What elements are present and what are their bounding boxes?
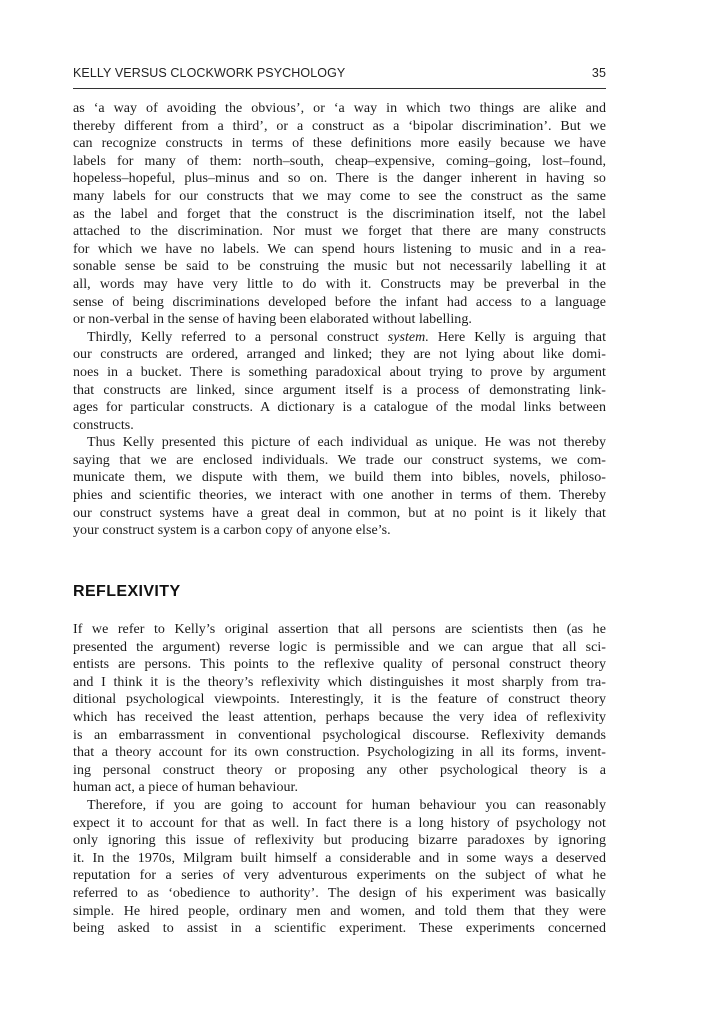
text-line: only ignoring this issue of reflexivity but producing bizarre paradoxes by ignoring: [73, 833, 606, 849]
text-line: Thus Kelly presented this picture of each individual as unique. He was not thereby: [87, 435, 606, 451]
text-line: attached to the discrimination. Nor must we forget that there are many constructs: [73, 224, 606, 240]
text-line: or non-verbal in the sense of having been elaborated without labelling.: [73, 312, 472, 328]
text-line: ing personal construct theory or proposing any other psychological theory is a: [73, 762, 606, 778]
running-head: [73, 66, 606, 80]
text-line: which has received the least attention, perhaps because the very idea of reflexivity: [73, 709, 606, 725]
text-line: [73, 329, 606, 347]
text-line: phies and scientific theories, we interact with one another in terms of them. Thereby: [73, 488, 606, 504]
text-line: as ‘a way of avoiding the obvious’, or ‘a way in which two things are alike and: [73, 101, 606, 116]
text-line: being asked to assist in a scientific experiment. These experiments concerned: [73, 921, 606, 937]
text-line: entists are persons. This points to the reflexive quality of personal construct theory: [73, 657, 606, 673]
text-line: Therefore, if you are going to account for human behaviour you can reasonably: [87, 797, 606, 813]
text-line: can recognize constructs in terms of these definitions more easily because we have: [73, 136, 606, 152]
text-line: If we refer to Kelly’s original assertion that all persons are scientists then (as he: [73, 622, 606, 637]
text-line: all, words may have very little to do with it. Constructs may be preverbal in the: [73, 276, 606, 292]
text-line: saying that we are enclosed individuals. We trade our construct systems, we com-: [73, 452, 606, 468]
emphasis-system: system.: [387, 329, 429, 345]
page-number: 35: [591, 66, 606, 80]
text-line: ditional psychological viewpoints. Interestingly, it is the feature of construct theory: [73, 692, 606, 708]
running-title: KELLY VERSUS CLOCKWORK PSYCHOLOGY: [73, 66, 346, 80]
text-line: it. In the 1970s, Milgram built himself a considerable and in some ways a deserved: [73, 850, 606, 866]
text-line: and I think it is the theory’s reflexivity which distinguishes it most sharply from tra-: [73, 674, 606, 690]
text-line: thereby different from a third’, or a construct as a ‘bipolar discrimination’. But we: [73, 118, 606, 134]
text-line: is an embarrassment in conventional psychological discourse. Reflexivity demands: [73, 727, 606, 743]
text-run: Thirdly, Kelly referred to a personal construct: [87, 329, 388, 345]
text-line: labels for many of them: north–south, cheap–expensive, coming–going, lost–found,: [73, 153, 606, 169]
header-rule: [73, 88, 606, 89]
text-line: your construct system is a carbon copy of anyone else’s.: [73, 523, 391, 539]
text-line: presented the argument) reverse logic is permissible and we can argue that all sci-: [73, 639, 606, 655]
text-run: Here Kelly is arguing that: [428, 329, 606, 345]
body-text-top: [73, 100, 606, 540]
text-line: human act, a piece of human behaviour.: [73, 780, 299, 796]
section-heading: REFLEXIVITY: [73, 583, 181, 600]
text-line: our constructs are ordered, arranged and linked; they are not lying about like domi-: [73, 347, 606, 363]
text-line: simple. He hired people, ordinary men and women, and told them that they were: [73, 903, 606, 919]
text-line: noes in a bucket. There is something paradoxical about trying to prove by argument: [73, 364, 606, 380]
text-line: as the label and forget that the construct is the discrimination itself, not the label: [73, 206, 606, 222]
text-line: expect it to account for that as well. In fact there is a long history of psychology not: [73, 815, 606, 831]
text-line: referred to as ‘obedience to authority’. The design of his experiment was basically: [73, 885, 606, 901]
text-line: municate them, we dispute with them, we build them into bibles, novels, philoso-: [73, 470, 606, 486]
text-line: constructs.: [73, 417, 134, 433]
text-line: ages for particular constructs. A dictionary is a catalogue of the modal links between: [73, 400, 606, 416]
text-line: that a theory account for its own construction. Psychologizing in all its forms, invent-: [73, 745, 606, 761]
text-line: sense of being discriminations developed before the infant had access to a language: [73, 294, 606, 310]
body-text-reflexivity: [73, 621, 606, 938]
text-line: that constructs are linked, since argument itself is a process of demonstrating link-: [73, 382, 606, 398]
text-line: our construct systems have a great deal in common, but at no point is it likely that: [73, 505, 606, 521]
text-line: sonable sense be said to be construing the music but not necessarily labelling it at: [73, 259, 606, 275]
text-line: hopeless–hopeful, plus–minus and so on. There is the danger inherent in having so: [73, 171, 606, 187]
text-line: many labels for our constructs that we may come to see the construct as the same: [73, 188, 606, 204]
text-line: for which we have no labels. We can spend hours listening to music and in a rea-: [73, 241, 606, 257]
text-line: reputation for a series of very adventurous experiments on the subject of what he: [73, 868, 606, 884]
